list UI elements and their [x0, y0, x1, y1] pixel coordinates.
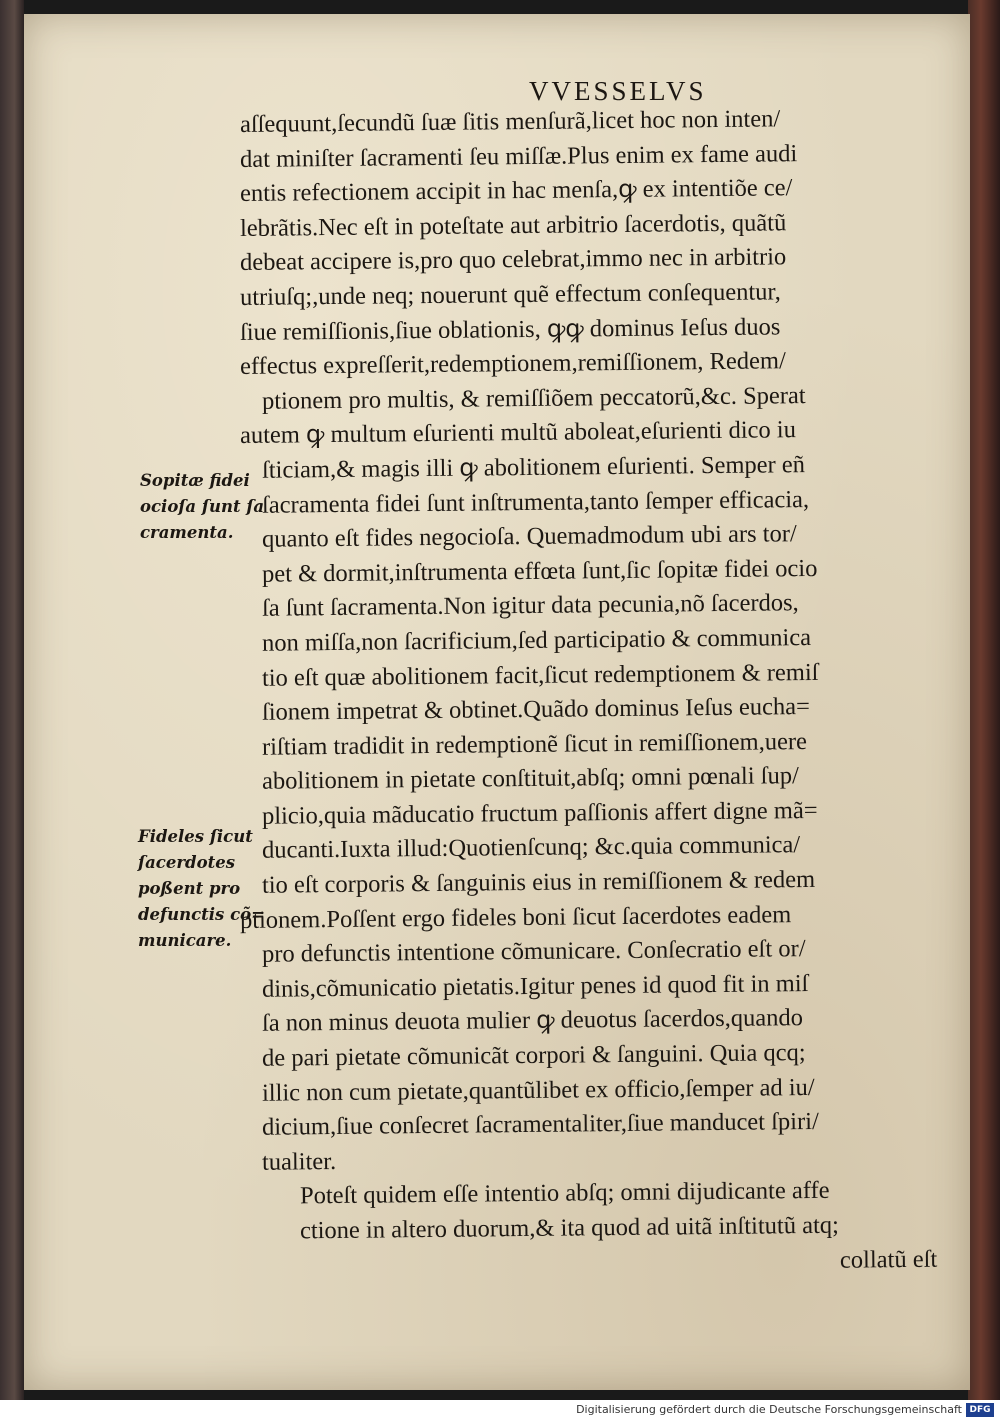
marginal-note-line: Fideles ſicut — [138, 827, 253, 846]
book-edge-left — [0, 0, 24, 1400]
marginal-note-line: municare. — [138, 931, 232, 950]
text-line: de pari pietate cõmunicãt corpori & ſanguini. Quia qcq; — [261, 1039, 806, 1072]
text-line: ſa non minus deuota mulier ꝙ deuotus ſacerdos,quando — [261, 1004, 804, 1038]
text-line: non miſſa,non ſacrificium,ſed participatio & communica — [261, 623, 812, 657]
text-line: ſiue remiſſionis,ſiue oblationis, ꝙꝙ dominus Ieſus duos — [239, 312, 781, 346]
main-text-block — [239, 105, 950, 1284]
text-line: tio eſt quæ abolitionem facit,ſicut redemptionem & remiſ — [261, 658, 819, 692]
text-line: dat miniſter ſacramenti ſeu miſſæ.Plus enim ex fame audi — [239, 139, 798, 173]
text-line: ſa ſunt ſacramenta.Non igitur data pecunia,nõ ſacerdos, — [261, 589, 799, 623]
marginal-note — [138, 824, 265, 954]
text-line: pro defunctis intentione cõmunicare. Conſecratio eſt or/ — [261, 935, 806, 969]
text-line: dicium,ſiue conſecret ſacramentaliter,ſiue manducet ſpiri/ — [261, 1108, 819, 1141]
text-line: Poteſt quidem eſſe intentio abſq; omni dijudicante affe — [299, 1177, 830, 1210]
funding-credit: Digitalisierung gefördert durch die Deutsche Forschungsgemeinschaft — [576, 1403, 962, 1416]
marginal-note-line: Sopitæ fidei — [140, 471, 250, 490]
footer-bar — [0, 1400, 1000, 1421]
text-line: pet & dormit,inſtrumenta effœta ſunt,ſic ſopitæ fidei ocio — [261, 554, 818, 588]
text-line: lebrãtis.Nec eſt in poteſtate aut arbitrio ſacerdotis, quãtũ — [239, 209, 787, 242]
text-line: tualiter. — [261, 1147, 337, 1176]
text-line: ctione in altero duorum,& ita quod ad uitã inſtitutũ atq; — [299, 1211, 840, 1245]
text-line: illic non cum pietate,quantũlibet ex officio,ſemper ad iu/ — [261, 1073, 815, 1107]
text-line: effectus expreſſerit,redemptionem,remiſſionem, Redem/ — [239, 347, 786, 381]
marginal-note-line: defunctis cõ= — [138, 905, 265, 924]
text-line: utriuſq;,unde neq; nouerunt quẽ effectum conſequentur, — [239, 278, 781, 311]
marginal-note — [140, 468, 264, 546]
marginal-note-line: cramenta. — [140, 523, 234, 542]
text-line: ſticiam,& magis illi ꝙ abolitionem eſurienti. Semper eñ — [261, 451, 806, 484]
book-edge-right — [968, 0, 1000, 1400]
text-line: debeat accipere is,pro quo celebrat,immo nec in arbitrio — [239, 243, 787, 277]
marginal-note-line: ocioſa ſunt ſa — [140, 497, 265, 516]
running-head: VVESSELVS — [529, 76, 707, 106]
text-line: autem ꝙ multum eſurienti multũ aboleat,eſurienti dico iu — [239, 416, 797, 450]
text-line: ſacramenta fidei ſunt inſtrumenta,tanto ſemper efficacia, — [261, 485, 810, 519]
text-line: tio eſt corporis & ſanguinis eius in remiſſionem & redem — [261, 866, 816, 899]
text-line: quanto eſt fides negocioſa. Quemadmodum ubi ars tor/ — [261, 520, 797, 553]
marginal-note-line: ſacerdotes — [138, 853, 235, 872]
text-line: riſtiam tradidit in redemptionẽ ſicut in remiſſionem,uere — [261, 727, 808, 761]
text-line: aſſequunt,ſecundũ ſuæ ſitis menſurã,licet hoc non inten/ — [239, 105, 781, 138]
text-line: plicio,quia mãducatio fructum paſſionis affert digne mã= — [261, 796, 818, 830]
dfg-logo: DFG — [966, 1403, 994, 1417]
marginal-note-line: poßent pro — [138, 879, 241, 898]
text-line: entis refectionem accipit in hac menſa,ꝙ ex intentiõe ce/ — [239, 174, 793, 208]
text-line: ptionem.Poſſent ergo fideles boni ſicut ſacerdotes eadem — [239, 900, 792, 934]
text-line: ptionem pro multis, & remiſſiõem peccatorũ,&c. Sperat — [261, 381, 806, 415]
text-line: abolitionem in pietate conſtituit,abſq; omni pœnali ſup/ — [261, 762, 799, 796]
text-line: ſionem impetrat & obtinet.Quãdo dominus Ieſus eucha= — [261, 693, 811, 726]
catchword: collatũ eſt — [839, 1245, 938, 1274]
text-line: dinis,cõmunicatio pietatis.Igitur penes id quod fit in miſ — [261, 969, 809, 1003]
text-line: ducanti.Iuxta illud:Quotienſcunq; &c.quia communica/ — [261, 831, 801, 865]
